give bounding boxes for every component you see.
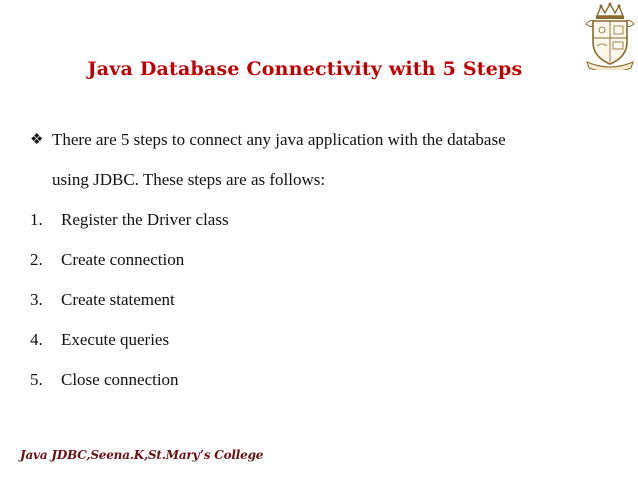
- diamond-bullet-icon: ❖: [30, 132, 44, 148]
- step-number: 4.: [30, 330, 43, 349]
- step-item: [30, 250, 620, 290]
- step-item: [30, 290, 620, 330]
- step-number: 2.: [30, 250, 43, 269]
- step-item: [30, 370, 620, 410]
- step-text: Close connection: [61, 370, 179, 389]
- slide-title: Java Database Connectivity with 5 Steps: [87, 58, 523, 80]
- step-number: 5.: [30, 370, 43, 389]
- slide-footer: Java JDBC,Seena.K,St.Mary’s College: [20, 448, 264, 462]
- step-text: Create statement: [61, 290, 175, 309]
- intro-line-1: There are 5 steps to connect any java application with the database: [52, 130, 506, 149]
- step-number: 1.: [30, 210, 43, 229]
- step-text: Create connection: [61, 250, 185, 269]
- step-text: Register the Driver class: [61, 210, 229, 229]
- step-item: [30, 210, 620, 250]
- intro-bullet: [30, 130, 620, 170]
- intro-line-2: using JDBC. These steps are as follows:: [52, 170, 326, 189]
- step-item: [30, 330, 620, 370]
- step-text: Execute queries: [61, 330, 170, 349]
- slide-content: [30, 130, 620, 410]
- step-number: 3.: [30, 290, 43, 309]
